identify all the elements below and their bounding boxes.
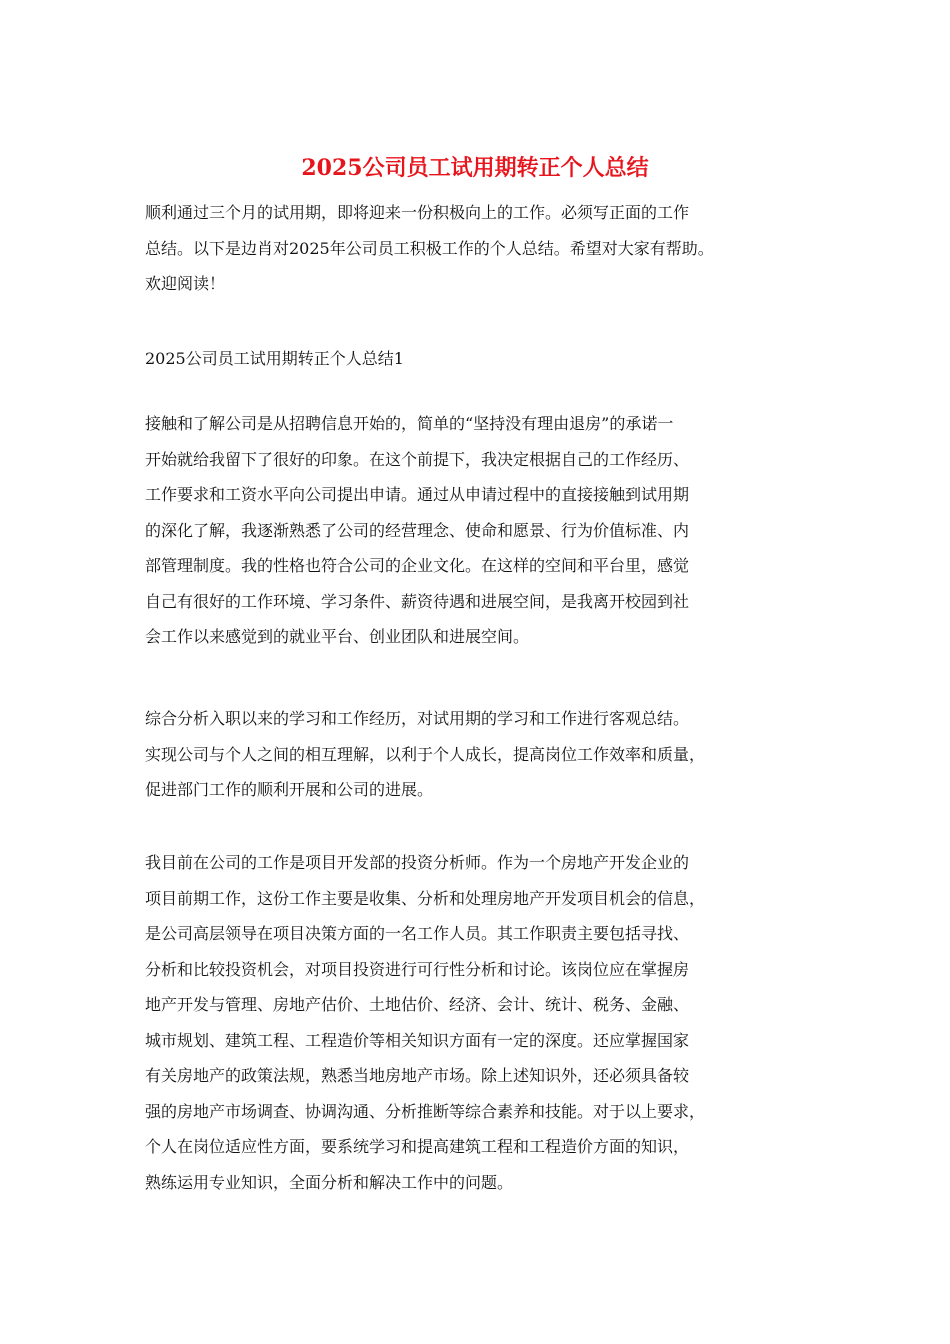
- paragraph-line: 会工作以来感觉到的就业平台、创业团队和进展空间。: [145, 627, 530, 646]
- paragraph-line: 有关房地产的政策法规，熟悉当地房地产市场。除上述知识外，还必须具备较: [145, 1066, 690, 1085]
- paragraph-line: 强的房地产市场调查、协调沟通、分析推断等综合素养和技能。对于以上要求，: [145, 1101, 706, 1121]
- paragraph-3: [145, 845, 825, 1200]
- intro-line: 顺利通过三个月的试用期，即将迎来一份积极向上的工作。必须写正面的工作: [145, 203, 690, 222]
- paragraph-line: 地产开发与管理、房地产估价、土地估价、经济、会计、统计、税务、金融、: [145, 995, 690, 1014]
- paragraph-line: 开始就给我留下了很好的印象。在这个前提下，我决定根据自己的工作经历、: [145, 449, 690, 469]
- section-heading: [145, 341, 825, 377]
- paragraph-line: 部管理制度。我的性格也符合公司的企业文化。在这样的空间和平台里，感觉: [145, 556, 690, 575]
- paragraph-line: 城市规划、建筑工程、工程造价等相关知识方面有一定的深度。还应掌握国家: [145, 1030, 690, 1050]
- intro-line: 欢迎阅读！: [145, 274, 226, 293]
- paragraph-line: 接触和了解公司是从招聘信息开始的，简单的“坚持没有理由退房”的承诺一: [145, 414, 674, 433]
- intro-line: 总结。以下是边肖对2025年公司员工积极工作的个人总结。希望对大家有帮助。: [145, 238, 714, 258]
- paragraph-1: [145, 406, 825, 655]
- paragraph-line: 是公司高层领导在项目决策方面的一名工作人员。其工作职责主要包括寻找、: [145, 924, 690, 943]
- paragraph-line: 个人在岗位适应性方面，要系统学习和提高建筑工程和工程造价方面的知识，: [145, 1137, 690, 1156]
- paragraph-line: 熟练运用专业知识，全面分析和解决工作中的问题。: [145, 1172, 514, 1192]
- paragraph-line: 工作要求和工资水平向公司提出申请。通过从申请过程中的直接接触到试用期: [145, 485, 690, 504]
- document-title: 2025公司员工试用期转正个人总结: [301, 155, 649, 181]
- paragraph-line: 实现公司与个人之间的相互理解，以利于个人成长，提高岗位工作效率和质量，: [145, 744, 706, 764]
- paragraph-line: 分析和比较投资机会，对项目投资进行可行性分析和讨论。该岗位应在掌握房: [145, 959, 690, 979]
- paragraph-line: 我目前在公司的工作是项目开发部的投资分析师。作为一个房地产开发企业的: [145, 853, 690, 872]
- paragraph-line: 促进部门工作的顺利开展和公司的进展。: [145, 780, 434, 799]
- paragraph-line: 自己有很好的工作环境、学习条件、薪资待遇和进展空间，是我离开校园到社: [145, 591, 690, 611]
- paragraph-line: 综合分析入职以来的学习和工作经历，对试用期的学习和工作进行客观总结。: [145, 709, 690, 728]
- intro-paragraph: [145, 195, 825, 302]
- paragraph-2: [145, 701, 825, 808]
- paragraph-line: 项目前期工作，这份工作主要是收集、分析和处理房地产开发项目机会的信息，: [145, 888, 706, 908]
- section-heading-text: 2025公司员工试用期转正个人总结1: [145, 349, 404, 368]
- paragraph-line: 的深化了解，我逐渐熟悉了公司的经营理念、使命和愿景、行为价值标准、内: [145, 520, 690, 540]
